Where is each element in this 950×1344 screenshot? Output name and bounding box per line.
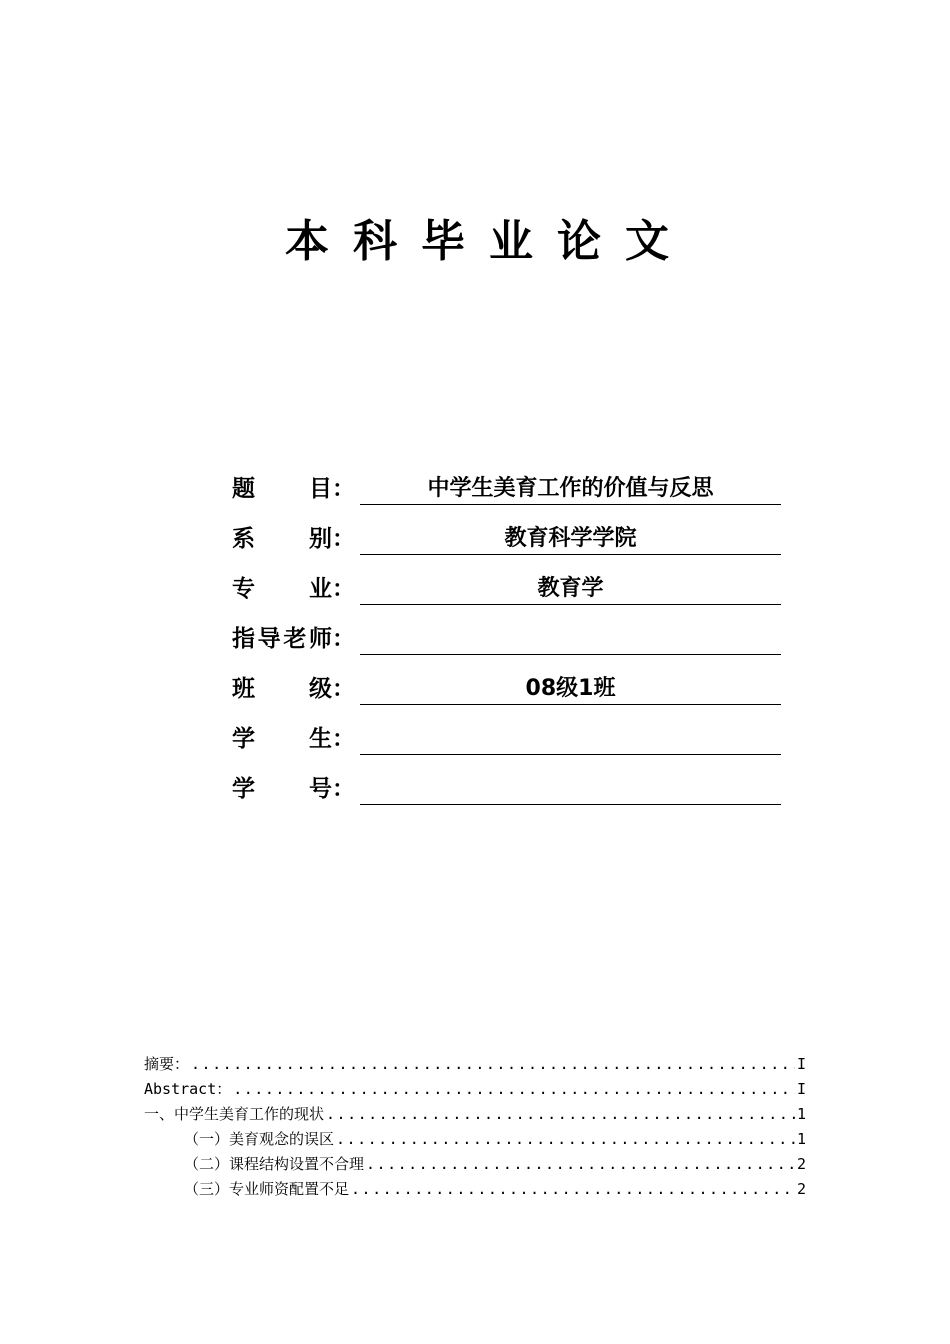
toc-entry-text: Abstract： xyxy=(144,1080,232,1098)
info-value-title: 中学生美育工作的价值与反思 xyxy=(360,474,781,505)
toc-leader-dots xyxy=(336,1127,795,1152)
toc-entry[interactable] xyxy=(144,1052,806,1077)
toc-page-number: 1 xyxy=(796,1105,806,1123)
toc-entry-text: 一、中学生美育工作的现状 xyxy=(144,1105,325,1123)
toc-entry-text: （三）专业师资配置不足 xyxy=(184,1180,350,1198)
info-value-class: 08级1班 xyxy=(360,674,781,705)
info-colon: ： xyxy=(332,776,355,802)
info-colon: ： xyxy=(332,726,355,752)
toc-page-number: I xyxy=(796,1055,806,1073)
info-label-text: 学 号 xyxy=(232,776,332,802)
info-value-department: 教育科学学院 xyxy=(360,524,781,555)
info-row-title xyxy=(232,466,792,516)
toc-entry[interactable] xyxy=(144,1077,806,1102)
toc-leader-dots xyxy=(191,1052,795,1077)
document-title: 本科毕业论文 xyxy=(285,216,693,267)
toc-entry[interactable] xyxy=(144,1127,806,1152)
toc-page-number: 2 xyxy=(796,1180,806,1198)
info-colon: ： xyxy=(332,476,355,502)
info-value-student xyxy=(360,724,781,755)
toc-page-number: I xyxy=(796,1080,806,1098)
toc-leader-dots xyxy=(233,1077,795,1102)
cover-info-table xyxy=(232,466,792,816)
info-row-student-id xyxy=(232,766,792,816)
toc-entry[interactable] xyxy=(144,1102,806,1127)
info-label-text: 专 业 xyxy=(232,576,332,602)
info-row-department xyxy=(232,516,792,566)
toc-entry[interactable] xyxy=(144,1177,806,1202)
info-value-major: 教育学 xyxy=(360,574,781,605)
info-colon: ： xyxy=(332,576,355,602)
info-value-advisor xyxy=(360,624,781,655)
info-value-student-id xyxy=(360,774,781,805)
info-row-major xyxy=(232,566,792,616)
toc-leader-dots xyxy=(326,1102,795,1127)
info-label-text: 指 导 老 师 xyxy=(232,626,332,652)
info-row-advisor xyxy=(232,616,792,666)
toc-page-number: 2 xyxy=(796,1155,806,1173)
table-of-contents xyxy=(144,1052,806,1202)
toc-leader-dots xyxy=(366,1152,795,1177)
info-row-class xyxy=(232,666,792,716)
toc-entry[interactable] xyxy=(144,1152,806,1177)
info-colon: ： xyxy=(332,626,355,652)
toc-entry-text: （一）美育观念的误区 xyxy=(184,1130,335,1148)
info-label-text: 系 别 xyxy=(232,526,332,552)
toc-page-number: 1 xyxy=(796,1130,806,1148)
toc-entry-text: （二）课程结构设置不合理 xyxy=(184,1155,365,1173)
toc-entry-text: 摘要： xyxy=(144,1055,190,1073)
toc-leader-dots xyxy=(351,1177,795,1202)
info-row-student xyxy=(232,716,792,766)
info-label-text: 题 目 xyxy=(232,476,332,502)
info-label-text: 学 生 xyxy=(232,726,332,752)
info-label-text: 班 级 xyxy=(232,676,332,702)
info-colon: ： xyxy=(332,526,355,552)
info-colon: ： xyxy=(332,676,355,702)
